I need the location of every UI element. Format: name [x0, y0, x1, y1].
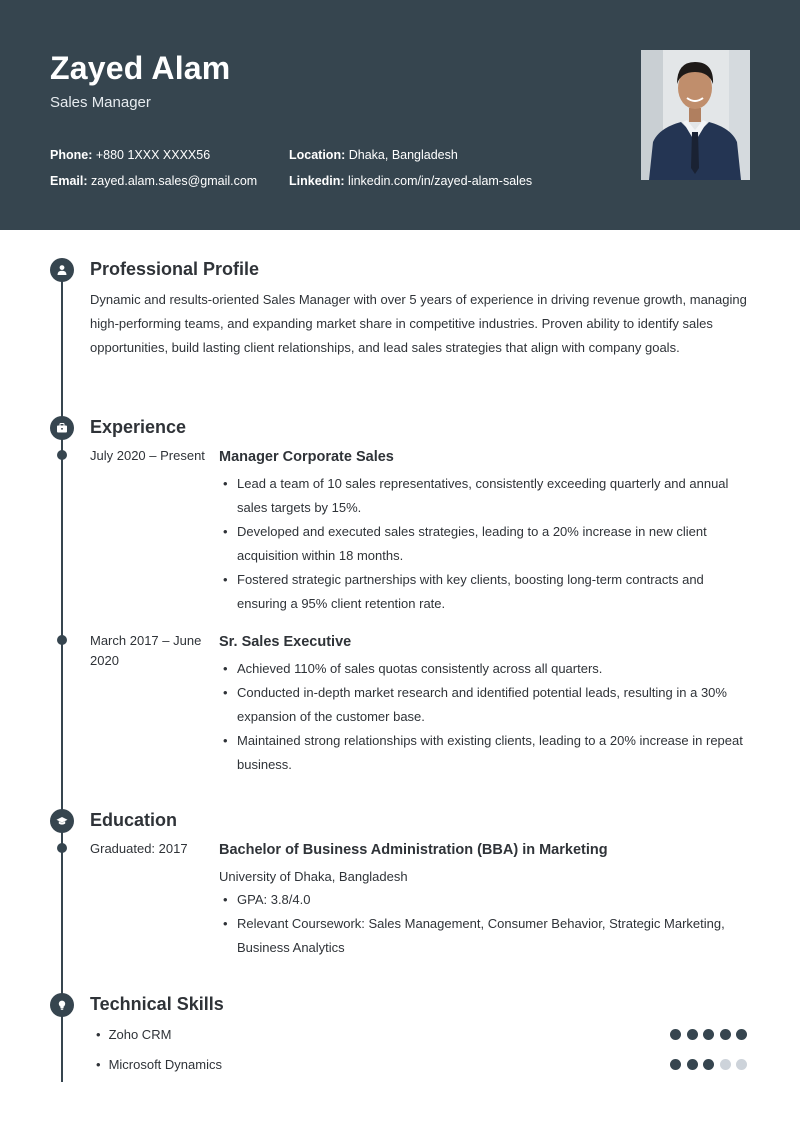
contact-email: [50, 174, 257, 188]
email-value[interactable]: zayed.alam.sales@gmail.com: [91, 174, 258, 188]
rating-dot: [736, 1029, 747, 1040]
rating-dot: [736, 1059, 747, 1070]
section-title-experience: Experience: [90, 417, 187, 437]
list-item: • Relevant Coursework: Sales Management, Consumer Behavior, Strategic Marketing, Business Analytics: [219, 912, 754, 960]
briefcase-icon: [50, 416, 74, 440]
list-item: • GPA: 3.8/4.0: [219, 888, 754, 912]
resume-header: [0, 0, 800, 230]
list-item: • Fostered strategic partnerships with key clients, boosting long-term contracts and ensuring a 95% client retention rate.: [219, 568, 754, 616]
school-name: University of Dhaka, Bangladesh: [219, 869, 408, 884]
list-item: • Achieved 110% of sales quotas consistently across all quarters.: [219, 657, 754, 681]
lightbulb-icon: [50, 993, 74, 1017]
linkedin-value[interactable]: linkedin.com/in/zayed-alam-sales: [348, 174, 533, 188]
rating-dot: [670, 1029, 681, 1040]
list-item: • Maintained strong relationships with existing clients, leading to a 20% increase in repeat business.: [219, 729, 754, 777]
timeline-dot: [57, 450, 67, 460]
skill-rating: [670, 1059, 747, 1070]
phone-value: +880 1XXX XXXX56: [95, 148, 211, 162]
job-bullets: [219, 657, 754, 777]
linkedin-label: Linkedin:: [289, 174, 345, 188]
rating-dot: [703, 1029, 714, 1040]
location-value: Dhaka, Bangladesh: [348, 148, 458, 162]
graduation-date: Graduated: 2017: [90, 841, 188, 856]
education-bullets: [219, 888, 754, 960]
candidate-name: Zayed Alam: [50, 50, 231, 86]
skill-name: • Microsoft Dynamics: [96, 1057, 222, 1072]
skill-rating: [670, 1029, 747, 1040]
list-item: • Developed and executed sales strategies, leading to a 20% increase in new client acquisition within 18 months.: [219, 520, 754, 568]
profile-photo: [641, 50, 750, 180]
timeline-dot: [57, 843, 67, 853]
job-date: March 2017 – June 2020: [90, 633, 202, 668]
location-label: Location:: [289, 148, 346, 162]
degree-title: Bachelor of Business Administration (BBA) in Marketing: [219, 842, 608, 858]
email-label: Email:: [50, 174, 88, 188]
user-icon: [50, 258, 74, 282]
job-date: July 2020 – Present: [90, 448, 205, 463]
phone-label: Phone:: [50, 148, 93, 162]
candidate-role: Sales Manager: [50, 94, 151, 111]
job-bullets: [219, 472, 754, 616]
rating-dot: [703, 1059, 714, 1070]
skill-name: • Zoho CRM: [96, 1027, 171, 1042]
rating-dot: [720, 1059, 731, 1070]
contact-linkedin: [289, 174, 532, 188]
contact-phone: [50, 148, 210, 162]
timeline-dot: [57, 635, 67, 645]
list-item: • Conducted in-depth market research and identified potential leads, resulting in a 30% expansion of the customer base.: [219, 681, 754, 729]
section-title-education: Education: [90, 810, 178, 830]
rating-dot: [687, 1029, 698, 1040]
graduation-cap-icon: [50, 809, 74, 833]
job-title: Manager Corporate Sales: [219, 449, 394, 465]
section-title-skills: Technical Skills: [90, 994, 224, 1014]
profile-summary: Dynamic and results-oriented Sales Manager with over 5 years of experience in driving revenue growth, managing high-performing teams, and expanding market share in competitive industries. Proven ability to identify sales opportunities, build lasting client relationships, and lead sales strategies that align with company goals.: [90, 292, 747, 355]
rating-dot: [720, 1029, 731, 1040]
contact-location: [289, 148, 458, 162]
rating-dot: [687, 1059, 698, 1070]
job-title: Sr. Sales Executive: [219, 634, 352, 650]
timeline-line: [61, 270, 63, 1082]
list-item: • Lead a team of 10 sales representatives, consistently exceeding quarterly and annual sales targets by 15%.: [219, 472, 754, 520]
rating-dot: [670, 1059, 681, 1070]
section-title-profile: Professional Profile: [90, 259, 260, 279]
